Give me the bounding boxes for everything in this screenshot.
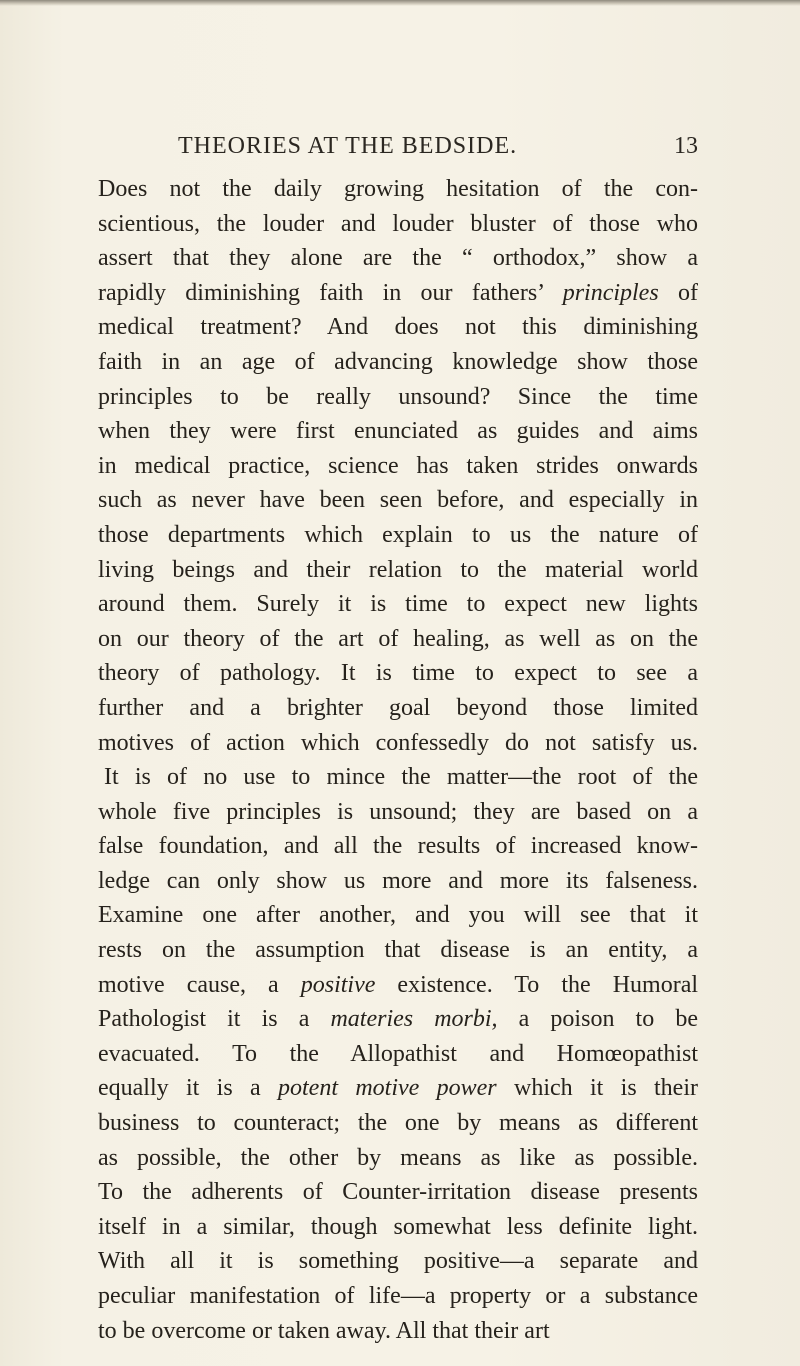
text-line xyxy=(98,1141,698,1176)
text-segment: around them. Surely it is time to expect new lights xyxy=(98,591,698,618)
text-segment: further and a brighter goal beyond those limited xyxy=(98,694,698,721)
text-segment: false foundation, and all the results of increased know- xyxy=(98,833,698,860)
text-segment: Examine one after another, and you will see that it xyxy=(98,902,698,929)
text-segment: principles to be really unsound? Since the time xyxy=(98,383,698,410)
text-segment: rapidly diminishing faith in our fathers’ xyxy=(98,279,563,306)
text-line xyxy=(98,760,698,795)
text-line xyxy=(98,795,698,830)
text-line xyxy=(98,829,698,864)
text-line xyxy=(98,207,698,242)
text-segment: rests on the assumption that disease is an entity, a xyxy=(98,937,698,964)
italic-text: positive xyxy=(300,971,376,998)
running-head: THEORIES AT THE BEDSIDE. xyxy=(178,133,518,159)
text-segment: a poison to be xyxy=(497,1006,698,1033)
text-segment: to be overcome or taken away. All that their art xyxy=(98,1317,550,1344)
text-line xyxy=(98,518,698,553)
text-segment: itself in a similar, though somewhat less definite light. xyxy=(98,1213,698,1240)
text-line xyxy=(98,1314,698,1349)
text-segment: as possible, the other by means as like as possible. xyxy=(98,1144,698,1171)
text-line xyxy=(98,691,698,726)
text-segment: theory of pathology. It is time to expect to see a xyxy=(98,660,698,687)
text-line xyxy=(98,864,698,899)
text-line xyxy=(98,656,698,691)
body-text xyxy=(98,172,698,1348)
text-segment: ledge can only show us more and more its falseness. xyxy=(98,867,698,894)
text-segment: of xyxy=(658,279,698,306)
text-line xyxy=(98,1037,698,1072)
text-line xyxy=(98,622,698,657)
text-segment: medical treatment? And does not this diminishing xyxy=(98,314,698,341)
text-segment: evacuated. To the Allopathist and Homœopathist xyxy=(98,1040,698,1067)
text-line xyxy=(98,968,698,1003)
text-segment: in medical practice, science has taken strides onwards xyxy=(98,452,698,479)
text-line xyxy=(98,1244,698,1279)
italic-text: principles xyxy=(562,279,659,306)
text-line xyxy=(98,449,698,484)
text-segment: on our theory of the art of healing, as well as on the xyxy=(98,625,698,652)
text-segment: such as never have been seen before, and especially in xyxy=(98,487,698,514)
text-segment: With all it is something positive—a separate and xyxy=(98,1248,698,1275)
text-segment: Pathologist it is a xyxy=(98,1006,331,1033)
text-segment: which it is their xyxy=(496,1075,698,1102)
text-segment: It is of no use to mince the matter—the root of the xyxy=(104,764,698,791)
text-segment: equally it is a xyxy=(98,1075,278,1102)
text-line xyxy=(98,241,698,276)
text-segment: those departments which explain to us the nature of xyxy=(98,521,698,548)
text-line xyxy=(98,553,698,588)
text-segment: living beings and their relation to the material world xyxy=(98,556,698,583)
text-line xyxy=(98,1210,698,1245)
text-segment: existence. To the Humoral xyxy=(375,971,699,998)
italic-text: materies morbi, xyxy=(330,1006,498,1033)
text-line xyxy=(98,276,698,311)
page-top-edge xyxy=(0,0,800,6)
italic-text: potent motive power xyxy=(278,1075,497,1102)
text-line xyxy=(98,310,698,345)
text-line xyxy=(98,898,698,933)
text-segment: peculiar manifestation of life—a property or a substance xyxy=(98,1283,698,1309)
text-segment: whole five principles is unsound; they are based on a xyxy=(98,798,698,825)
text-line xyxy=(98,1175,698,1210)
text-segment: scientious, the louder and louder bluster of those who xyxy=(98,210,698,237)
text-segment: faith in an age of advancing knowledge show those xyxy=(98,348,698,375)
page-number: 13 xyxy=(674,133,698,159)
text-segment: To the adherents of Counter-irritation disease presents xyxy=(98,1179,698,1206)
text-line xyxy=(98,1106,698,1141)
text-segment: assert that they alone are the “ orthodox,” show a xyxy=(98,245,698,272)
text-line xyxy=(98,1279,698,1314)
text-segment: motive cause, a xyxy=(98,971,301,998)
text-line xyxy=(98,726,698,761)
text-segment: motives of action which confessedly do not satisfy us. xyxy=(98,729,698,756)
text-line xyxy=(98,587,698,622)
text-line xyxy=(98,172,698,207)
text-line xyxy=(98,1071,698,1106)
text-segment: business to counteract; the one by means as different xyxy=(98,1110,698,1137)
text-line xyxy=(98,483,698,518)
text-line xyxy=(98,1002,698,1037)
text-segment: when they were first enunciated as guides and aims xyxy=(98,418,698,445)
text-line xyxy=(98,345,698,380)
text-line xyxy=(98,380,698,415)
text-segment: Does not the daily growing hesitation of the con- xyxy=(98,176,698,202)
text-line xyxy=(98,933,698,968)
text-line xyxy=(98,414,698,449)
